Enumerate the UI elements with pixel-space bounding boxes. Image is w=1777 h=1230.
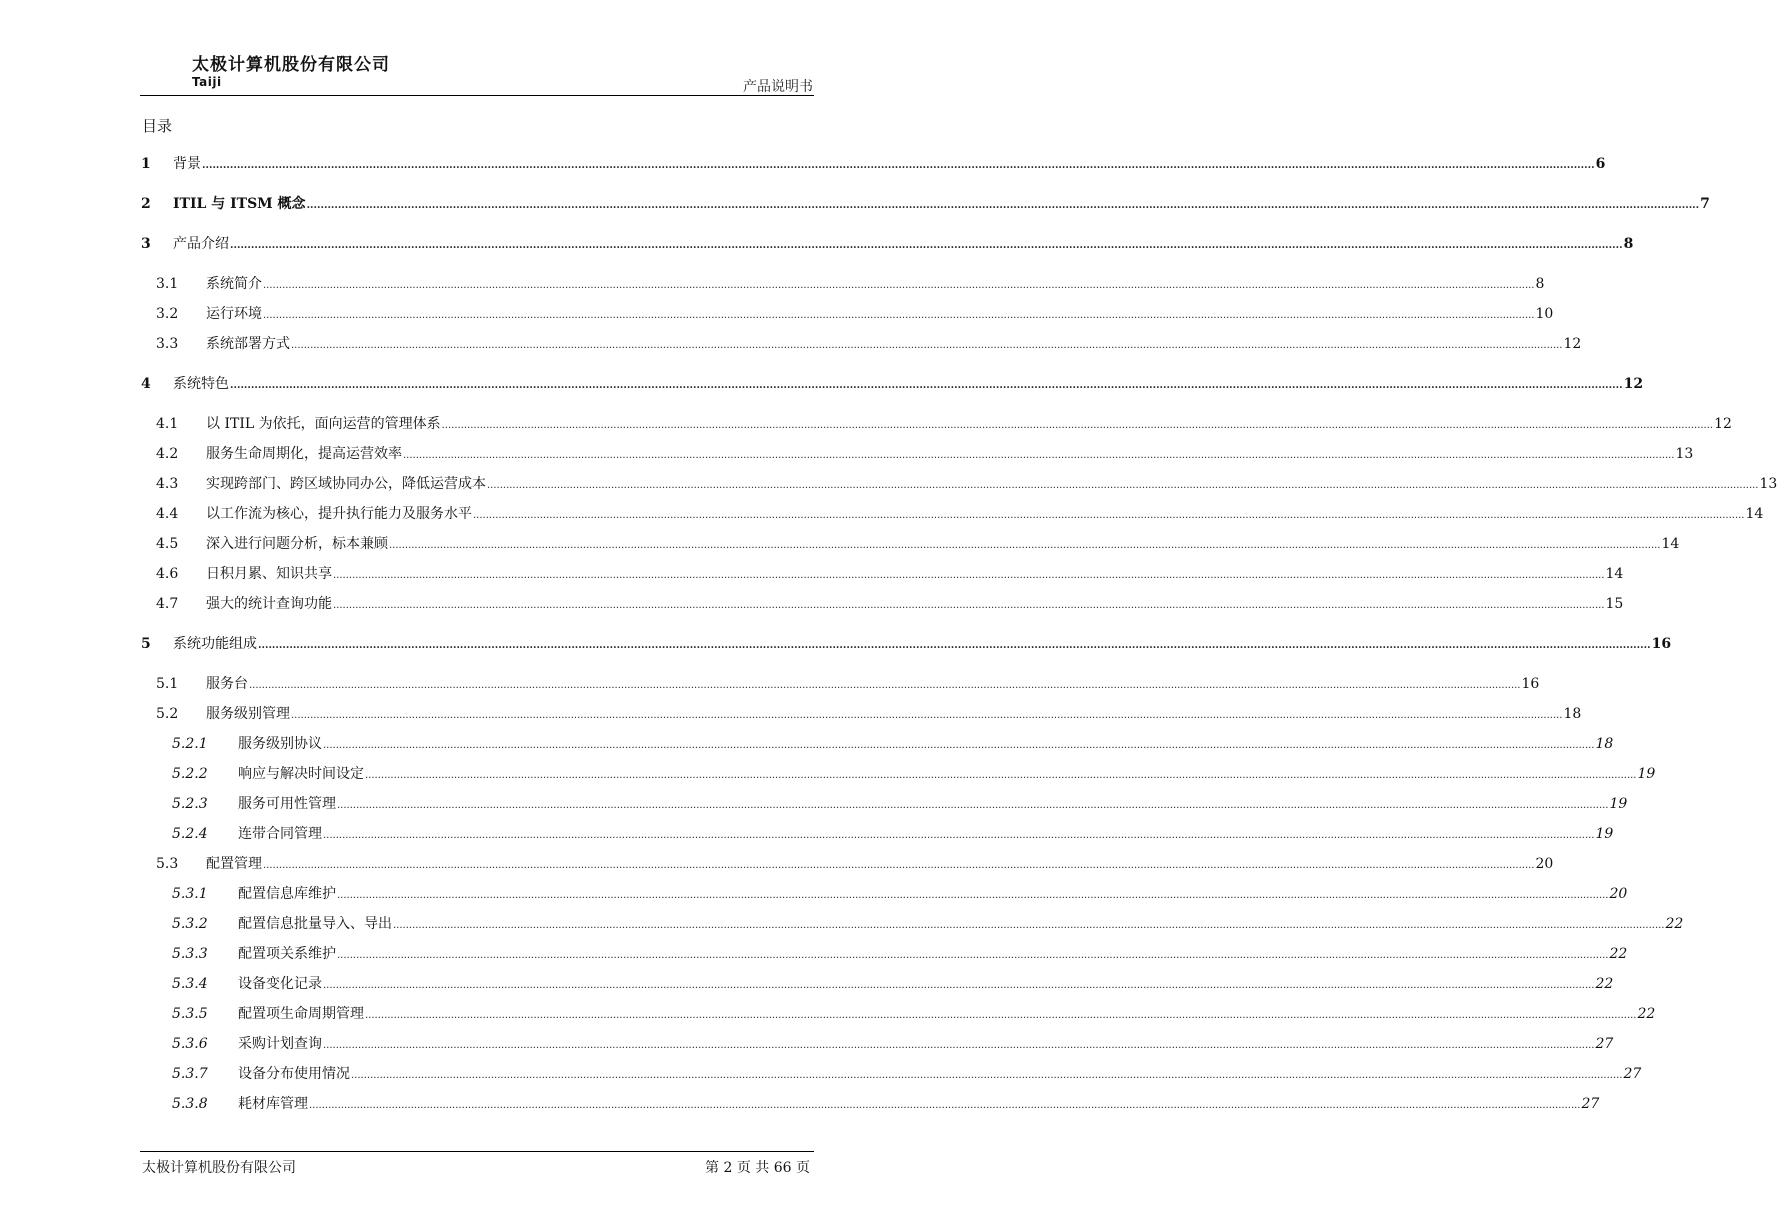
footer-divider <box>140 1151 814 1152</box>
toc-entry-4-7[interactable] <box>140 594 1624 614</box>
company-logo <box>192 55 390 89</box>
toc-entry-title: 以 ITIL 为依托，面向运营的管理体系 <box>206 416 441 432</box>
toc-entry-page: 13 <box>1675 446 1694 462</box>
toc-entry-1[interactable] <box>140 154 1606 174</box>
toc-dot-leader: ................................................................................................................................................................................................................................................................................................................................................................................................................ <box>323 1040 1595 1051</box>
toc-entry-title: 设备分布使用情况 <box>238 1066 350 1082</box>
toc-entry-page: 27 <box>1595 1036 1614 1052</box>
toc-entry-number: 5.2.3 <box>172 796 208 812</box>
toc-entry-title: 系统部署方式 <box>206 336 290 352</box>
toc-entry-page: 15 <box>1605 596 1624 612</box>
toc-entry-title: 深入进行问题分析，标本兼顾 <box>206 536 388 552</box>
toc-entry-page: 12 <box>1714 416 1732 432</box>
toc-entry-4-2[interactable] <box>140 444 1694 464</box>
toc-entry-5-3-7[interactable] <box>140 1064 1642 1084</box>
toc-entry-title: 强大的统计查询功能 <box>206 596 332 612</box>
toc-dot-leader: ................................................................................................................................................................................................................................................................................................................................................................................................................ <box>403 450 1675 461</box>
toc-entry-page: 19 <box>1637 766 1656 782</box>
toc-dot-leader: ................................................................................................................................................................................................................................................................................................................................................................................................................ <box>473 510 1745 521</box>
toc-dot-leader: ................................................................................................................................................................................................................................................................................................................................................................................................................ <box>263 860 1535 871</box>
toc-entry-page: 8 <box>1535 276 1545 292</box>
toc-entry-4[interactable] <box>140 374 1644 394</box>
toc-dot-leader: ................................................................................................................................................................................................................................................................................................................................................................................................................ <box>487 480 1759 491</box>
toc-entry-number: 4.1 <box>156 416 179 432</box>
toc-entry-title: 系统简介 <box>206 276 262 292</box>
toc-entry-4-4[interactable] <box>140 504 1764 524</box>
toc-entry-number: 5.2.4 <box>172 826 208 842</box>
toc-entry-5-3-6[interactable] <box>140 1034 1614 1054</box>
toc-dot-leader: ................................................................................................................................................................................................................................................................................................................................................................................................................ <box>230 240 1623 251</box>
toc-entry-3[interactable] <box>140 234 1634 254</box>
toc-entry-number: 5.3.7 <box>172 1066 208 1082</box>
toc-entry-page: 22 <box>1595 976 1614 992</box>
toc-entry-title: 以工作流为核心，提升执行能力及服务水平 <box>206 506 472 522</box>
toc-dot-leader: ................................................................................................................................................................................................................................................................................................................................................................................................................ <box>365 770 1637 781</box>
toc-entry-3-3[interactable] <box>140 334 1582 354</box>
header-divider <box>140 95 814 96</box>
toc-entry-title: 系统特色 <box>173 376 229 392</box>
toc-entry-4-3[interactable] <box>140 474 1777 494</box>
toc-entry-title: 服务生命周期化，提高运营效率 <box>206 446 402 462</box>
toc-entry-number: 5.2 <box>156 706 179 722</box>
toc-entry-number: 5.3 <box>156 856 179 872</box>
toc-dot-leader: ................................................................................................................................................................................................................................................................................................................................................................................................................ <box>337 950 1609 961</box>
toc-entry-5-3-8[interactable] <box>140 1094 1600 1114</box>
toc-entry-4-1[interactable] <box>140 414 1732 434</box>
toc-entry-number: 5.3.6 <box>172 1036 208 1052</box>
toc-entry-number: 2 <box>141 196 151 212</box>
toc-entry-page: 27 <box>1623 1066 1642 1082</box>
toc-entry-title: 背景 <box>173 156 201 172</box>
toc-entry-3-1[interactable] <box>140 274 1545 294</box>
toc-entry-5-2[interactable] <box>140 704 1582 724</box>
toc-entry-title: 服务可用性管理 <box>238 796 336 812</box>
toc-dot-leader: ................................................................................................................................................................................................................................................................................................................................................................................................................ <box>306 200 1700 211</box>
toc-entry-page: 19 <box>1595 826 1614 842</box>
toc-entry-3-2[interactable] <box>140 304 1554 324</box>
toc-entry-title: 服务台 <box>206 676 248 692</box>
toc-dot-leader: ................................................................................................................................................................................................................................................................................................................................................................................................................ <box>249 680 1521 691</box>
toc-entry-title: 采购计划查询 <box>238 1036 322 1052</box>
toc-entry-number: 4 <box>141 376 151 392</box>
toc-entry-title: 实现跨部门、跨区域协同办公，降低运营成本 <box>206 476 486 492</box>
toc-dot-leader: ................................................................................................................................................................................................................................................................................................................................................................................................................ <box>441 420 1714 431</box>
toc-dot-leader: ................................................................................................................................................................................................................................................................................................................................................................................................................ <box>263 280 1535 291</box>
toc-dot-leader: ................................................................................................................................................................................................................................................................................................................................................................................................................ <box>333 600 1605 611</box>
toc-entry-number: 5 <box>141 636 151 652</box>
toc-dot-leader: ................................................................................................................................................................................................................................................................................................................................................................................................................ <box>309 1100 1581 1111</box>
toc-entry-number: 3.3 <box>156 336 179 352</box>
toc-entry-number: 4.4 <box>156 506 179 522</box>
toc-entry-title: 日积月累、知识共享 <box>206 566 332 582</box>
document-type: 产品说明书 <box>743 79 813 95</box>
toc-entry-number: 5.3.2 <box>172 916 208 932</box>
toc-dot-leader: ................................................................................................................................................................................................................................................................................................................................................................................................................ <box>333 570 1605 581</box>
toc-entry-number: 4.2 <box>156 446 179 462</box>
toc-dot-leader: ................................................................................................................................................................................................................................................................................................................................................................................................................ <box>258 640 1651 651</box>
toc-entry-5-3-2[interactable] <box>140 914 1684 934</box>
toc-entry-title: 设备变化记录 <box>238 976 322 992</box>
toc-entry-title: 配置信息批量导入、导出 <box>238 916 392 932</box>
toc-entry-number: 5.1 <box>156 676 179 692</box>
toc-entry-title: 系统功能组成 <box>173 636 257 652</box>
toc-dot-leader: ................................................................................................................................................................................................................................................................................................................................................................................................................ <box>393 920 1665 931</box>
toc-entry-title: ITIL 与 ITSM 概念 <box>173 196 306 212</box>
toc-dot-leader: ................................................................................................................................................................................................................................................................................................................................................................................................................ <box>263 310 1535 321</box>
toc-entry-title: 产品介绍 <box>173 236 229 252</box>
footer-company: 太极计算机股份有限公司 <box>142 1160 296 1176</box>
toc-entry-title: 运行环境 <box>206 306 262 322</box>
toc-entry-number: 3 <box>141 236 151 252</box>
toc-entry-page: 20 <box>1535 856 1554 872</box>
toc-entry-title: 连带合同管理 <box>238 826 322 842</box>
logo-company-name-cn: 太极计算机股份有限公司 <box>192 55 390 75</box>
toc-entry-title: 配置项关系维护 <box>238 946 336 962</box>
toc-entry-5-1[interactable] <box>140 674 1540 694</box>
toc-entry-page: 12 <box>1563 336 1582 352</box>
toc-dot-leader: ................................................................................................................................................................................................................................................................................................................................................................................................................ <box>337 890 1609 901</box>
toc-dot-leader: ................................................................................................................................................................................................................................................................................................................................................................................................................ <box>323 980 1595 991</box>
toc-entry-page: 20 <box>1609 886 1628 902</box>
toc-entry-5-3-1[interactable] <box>140 884 1628 904</box>
toc-dot-leader: ................................................................................................................................................................................................................................................................................................................................................................................................................ <box>337 800 1609 811</box>
toc-entry-number: 5.2.1 <box>172 736 208 752</box>
toc-entry-number: 1 <box>141 156 151 172</box>
toc-entry-2[interactable] <box>140 194 1710 214</box>
toc-entry-number: 4.7 <box>156 596 179 612</box>
toc-entry-number: 4.5 <box>156 536 179 552</box>
toc-entry-page: 14 <box>1605 566 1624 582</box>
toc-entry-5-2-2[interactable] <box>140 764 1656 784</box>
toc-entry-page: 22 <box>1637 1006 1656 1022</box>
toc-entry-page: 22 <box>1609 946 1628 962</box>
toc-entry-page: 14 <box>1661 536 1680 552</box>
toc-entry-title: 配置信息库维护 <box>238 886 336 902</box>
toc-entry-5-3-3[interactable] <box>140 944 1628 964</box>
toc-entry-5[interactable] <box>140 634 1672 654</box>
toc-entry-number: 5.3.8 <box>172 1096 208 1112</box>
toc-entry-number: 5.3.1 <box>172 886 208 902</box>
toc-entry-title: 响应与解决时间设定 <box>238 766 364 782</box>
toc-dot-leader: ................................................................................................................................................................................................................................................................................................................................................................................................................ <box>291 710 1563 721</box>
toc-dot-leader: ................................................................................................................................................................................................................................................................................................................................................................................................................ <box>291 340 1563 351</box>
toc-dot-leader: ................................................................................................................................................................................................................................................................................................................................................................................................................ <box>351 1070 1623 1081</box>
toc-entry-page: 27 <box>1581 1096 1600 1112</box>
toc-entry-page: 19 <box>1609 796 1628 812</box>
toc-entry-number: 4.3 <box>156 476 179 492</box>
toc-entry-page: 18 <box>1595 736 1614 752</box>
toc-entry-page: 16 <box>1651 636 1672 652</box>
toc-dot-leader: ................................................................................................................................................................................................................................................................................................................................................................................................................ <box>323 830 1595 841</box>
toc-entry-number: 3.1 <box>156 276 179 292</box>
toc-dot-leader: ................................................................................................................................................................................................................................................................................................................................................................................................................ <box>389 540 1661 551</box>
toc-entry-title: 配置管理 <box>206 856 262 872</box>
toc-entry-5-2-3[interactable] <box>140 794 1628 814</box>
toc-entry-title: 服务级别管理 <box>206 706 290 722</box>
toc-entry-5-2-4[interactable] <box>140 824 1614 844</box>
toc-entry-page: 16 <box>1521 676 1540 692</box>
toc-entry-title: 配置项生命周期管理 <box>238 1006 364 1022</box>
toc-entry-5-3[interactable] <box>140 854 1554 874</box>
toc-dot-leader: ................................................................................................................................................................................................................................................................................................................................................................................................................ <box>365 1010 1637 1021</box>
footer-page-number: 第 2 页 共 66 页 <box>705 1160 810 1176</box>
toc-entry-5-3-5[interactable] <box>140 1004 1656 1024</box>
toc-entry-page: 14 <box>1745 506 1764 522</box>
toc-entry-number: 5.3.4 <box>172 976 208 992</box>
toc-entry-number: 5.2.2 <box>172 766 208 782</box>
toc-entry-number: 5.3.5 <box>172 1006 208 1022</box>
toc-entry-4-5[interactable] <box>140 534 1680 554</box>
toc-entry-page: 10 <box>1535 306 1554 322</box>
toc-entry-page: 7 <box>1700 196 1710 212</box>
toc-entry-page: 18 <box>1563 706 1582 722</box>
toc-entry-5-3-4[interactable] <box>140 974 1614 994</box>
toc-dot-leader: ................................................................................................................................................................................................................................................................................................................................................................................................................ <box>323 740 1595 751</box>
toc-entry-page: 8 <box>1623 236 1634 252</box>
toc-entry-number: 3.2 <box>156 306 179 322</box>
toc-entry-5-2-1[interactable] <box>140 734 1614 754</box>
toc-entry-title: 服务级别协议 <box>238 736 322 752</box>
toc-entry-4-6[interactable] <box>140 564 1624 584</box>
toc-entry-number: 4.6 <box>156 566 179 582</box>
toc-entry-number: 5.3.3 <box>172 946 208 962</box>
toc-entry-page: 22 <box>1665 916 1684 932</box>
toc-entry-title: 耗材库管理 <box>238 1096 308 1112</box>
toc-dot-leader: ................................................................................................................................................................................................................................................................................................................................................................................................................ <box>230 380 1623 391</box>
toc-heading: 目录 <box>142 117 173 135</box>
toc-dot-leader: ................................................................................................................................................................................................................................................................................................................................................................................................................ <box>202 160 1595 171</box>
toc-entry-page: 6 <box>1595 156 1606 172</box>
toc-entry-page: 13 <box>1759 476 1777 492</box>
logo-company-name-en: Taiji <box>192 75 222 89</box>
toc-entry-page: 12 <box>1623 376 1644 392</box>
